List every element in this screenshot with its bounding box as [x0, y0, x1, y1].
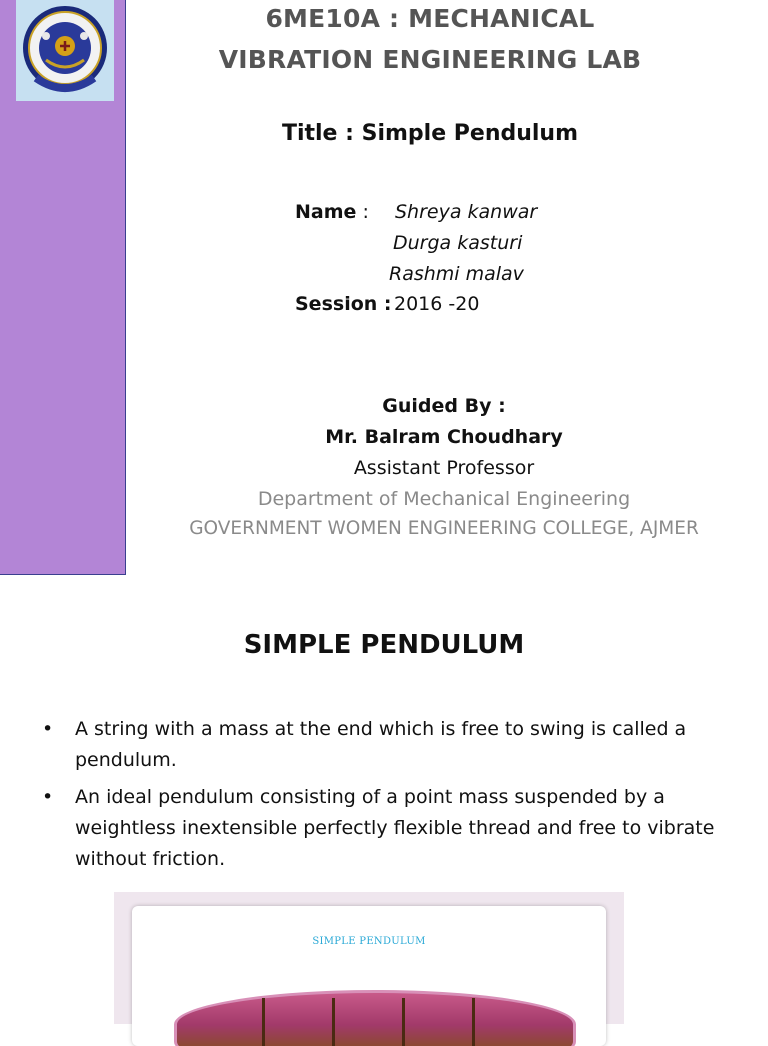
session-value: 2016 -20	[394, 293, 480, 315]
department: Department of Mechanical Engineering	[257, 488, 631, 510]
name-label: Name :	[295, 201, 369, 223]
student-name-3: Rashmi malav	[389, 263, 524, 285]
slide-heading: SIMPLE PENDULUM	[243, 630, 525, 660]
guide-role: Assistant Professor	[353, 457, 535, 479]
pendulum-photo-icon	[174, 990, 576, 1046]
course-name: VIBRATION ENGINEERING LAB	[218, 45, 642, 74]
course-code: 6ME10A : MECHANICAL	[265, 4, 595, 33]
embedded-image	[132, 906, 606, 1046]
list-item: • An ideal pendulum consisting of a point mass suspended by a weightless inextensible perfectly flexible thread and free to vibrate without friction.	[42, 782, 732, 875]
bullet-icon: •	[42, 718, 54, 740]
embedded-image-title: SIMPLE PENDULUM	[312, 936, 426, 947]
content-slide	[0, 576, 768, 1024]
divider	[332, 998, 335, 1046]
divider	[402, 998, 405, 1046]
session-label: Session :	[295, 293, 392, 315]
guide-name: Mr. Balram Choudhary	[325, 426, 563, 448]
student-name-2: Durga kasturi	[393, 232, 523, 254]
slide-title: Title : Simple Pendulum	[281, 121, 579, 146]
guided-by-label: Guided By :	[382, 395, 506, 417]
divider	[262, 998, 265, 1046]
divider	[472, 998, 475, 1046]
list-item: • A string with a mass at the end which is free to swing is called a pendulum.	[42, 714, 732, 776]
bullet-list	[42, 714, 732, 881]
bullet-icon: •	[42, 786, 54, 808]
embedded-image-frame	[114, 892, 624, 1024]
student-name-1: Shreya kanwar	[395, 201, 538, 223]
college-name: GOVERNMENT WOMEN ENGINEERING COLLEGE, AJMER	[189, 518, 699, 539]
college-seal-icon	[16, 0, 114, 101]
